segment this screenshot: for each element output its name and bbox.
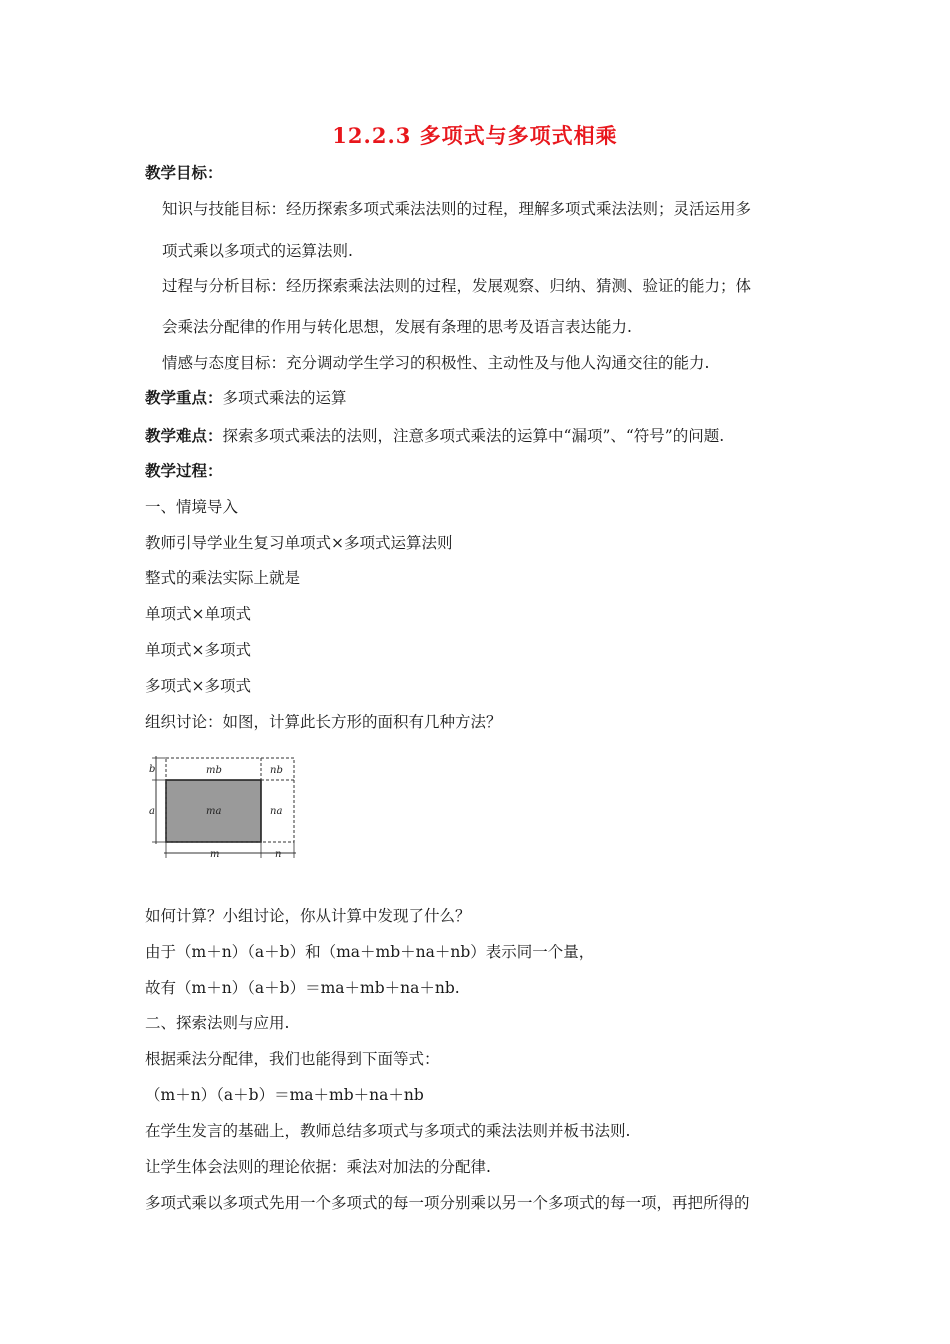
area-diagram	[148, 750, 300, 862]
key-point	[145, 387, 347, 409]
goal-knowledge-line1: 知识与技能目标：经历探索多项式乘法法则的过程，理解多项式乘法法则；灵活运用多	[162, 200, 752, 218]
goal-process-line2: 会乘法分配律的作用与转化思想，发展有条理的思考及语言表达能力.	[162, 318, 632, 336]
label-m: m	[210, 849, 220, 860]
page-title: 12.2.3 多项式与多项式相乘	[332, 123, 618, 148]
label-ma: ma	[206, 806, 222, 817]
rectangle-area-figure	[148, 750, 300, 862]
section1-line2: 整式的乘法实际上就是	[145, 569, 301, 587]
difficulty	[145, 425, 724, 447]
goals-heading: 教学目标：	[145, 164, 223, 182]
section2-title: 二、探索法则与应用.	[145, 1014, 290, 1032]
section2-line4: 让学生体会法则的理论依据：乘法对加法的分配律.	[145, 1158, 491, 1176]
label-n: n	[275, 849, 282, 860]
section2-formula: （m＋n）（a＋b）＝ma＋mb＋na＋nb	[145, 1086, 424, 1104]
after-figure-line2: 由于（m＋n）（a＋b）和（ma＋mb＋na＋nb）表示同一个量，	[145, 943, 595, 961]
section2-line3: 在学生发言的基础上，教师总结多项式与多项式的乘法法则并板书法则.	[145, 1122, 631, 1140]
key-point-label: 教学重点：	[145, 389, 223, 407]
label-mb: mb	[206, 765, 222, 776]
process-heading: 教学过程：	[145, 462, 223, 480]
goal-knowledge-line2: 项式乘以多项式的运算法则.	[162, 242, 353, 260]
section2-line1: 根据乘法分配律，我们也能得到下面等式：	[145, 1050, 440, 1068]
section1-line4: 单项式×多项式	[145, 641, 251, 659]
after-figure-line1: 如何计算？小组讨论，你从计算中发现了什么？	[145, 907, 471, 925]
label-a: a	[149, 806, 155, 817]
section1-title: 一、情境导入	[145, 498, 239, 516]
after-figure-line3: 故有（m＋n）（a＋b）＝ma＋mb＋na＋nb.	[145, 979, 460, 997]
section1-line6: 组织讨论：如图，计算此长方形的面积有几种方法？	[145, 713, 502, 731]
difficulty-label: 教学难点：	[145, 427, 223, 445]
section1-line1: 教师引导学业生复习单项式×多项式运算法则	[145, 534, 453, 552]
goal-process-line1: 过程与分析目标：经历探索乘法法则的过程，发展观察、归纳、猜测、验证的能力；体	[162, 277, 752, 295]
difficulty-text: 探索多项式乘法的法则，注意多项式乘法的运算中“漏项”、“符号”的问题.	[222, 427, 725, 445]
key-point-text: 多项式乘法的运算	[222, 389, 347, 407]
section1-line3: 单项式×单项式	[145, 605, 251, 623]
label-na: na	[270, 806, 283, 817]
section2-line5: 多项式乘以多项式先用一个多项式的每一项分别乘以另一个多项式的每一项，再把所得的	[145, 1194, 750, 1212]
label-nb: nb	[270, 765, 283, 776]
goal-emotion: 情感与态度目标：充分调动学生学习的积极性、主动性及与他人沟通交往的能力.	[162, 354, 710, 372]
section1-line5: 多项式×多项式	[145, 677, 251, 695]
label-b: b	[149, 764, 156, 775]
